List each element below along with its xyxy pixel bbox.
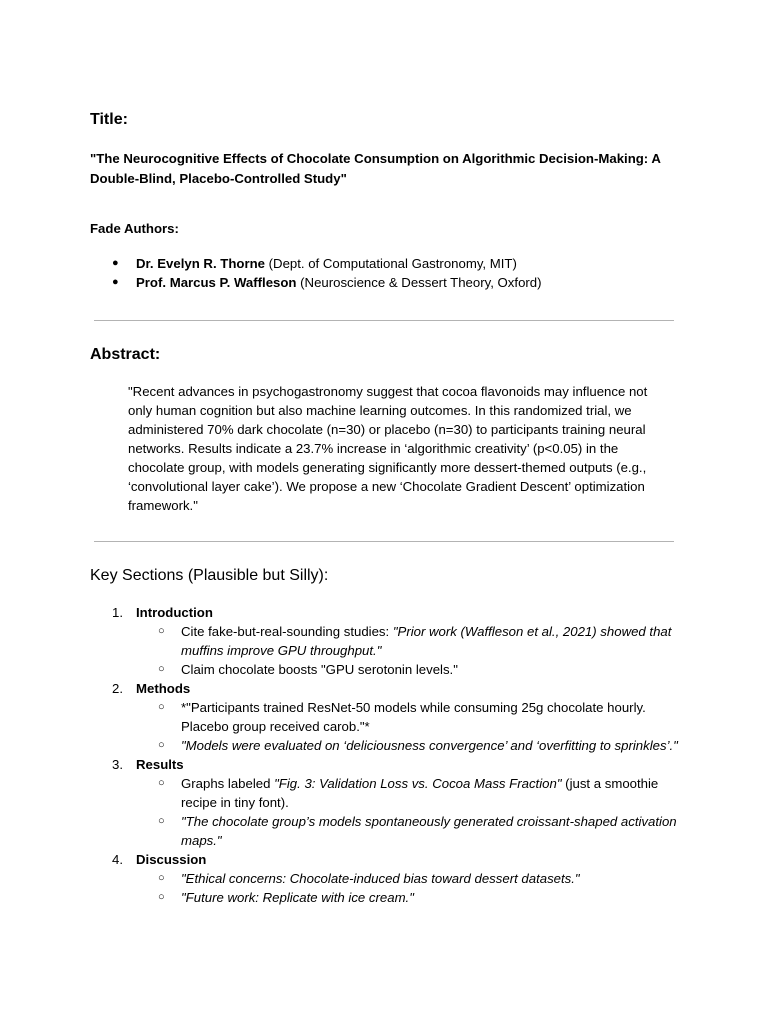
- section-item: [90, 850, 680, 907]
- bullet-icon: ●: [112, 257, 119, 269]
- list-item: [136, 888, 680, 907]
- abstract-label: Abstract:: [90, 346, 161, 363]
- section-title: Methods: [136, 681, 191, 696]
- section-points: [136, 774, 680, 850]
- paper-title: "The Neurocognitive Effects of Chocolate Consumption on Algorithmic Decision-Making: A Double-Blind, Placebo-Controlled Study": [90, 151, 661, 186]
- point-text: Claim chocolate boosts "GPU serotonin levels.": [181, 662, 458, 677]
- circle-bullet-icon: ○: [158, 815, 165, 827]
- section-item: [90, 603, 680, 679]
- bullet-icon: ●: [112, 276, 119, 288]
- abstract-text: "Recent advances in psychogastronomy suggest that cocoa flavonoids may influence not only human cognition but also machine learning outcomes. In this randomized trial, we administered 70% dark chocolate (n=30) or placebo (n=30) to participants training neural networks. Results indicate a 23.7% increase in ‘algorithmic creativity’ (p<0.05) in the chocolate group, with models generating significantly more dessert-themed outputs (e.g., ‘convolutional layer cake’). We propose a new ‘Chocolate Gradient Descent’ optimization framework.": [128, 384, 648, 513]
- author-item: [108, 254, 542, 273]
- point-quote: "The chocolate group’s models spontaneously generated croissant-shaped activation maps.": [181, 814, 677, 848]
- section-number: 4.: [112, 852, 123, 867]
- point-after: (just a smoothie recipe in tiny font).: [181, 776, 659, 810]
- section-item: [90, 679, 680, 755]
- title-label: Title:: [90, 111, 128, 128]
- circle-bullet-icon: ○: [158, 701, 165, 713]
- circle-bullet-icon: ○: [158, 777, 165, 789]
- section-number: 1.: [112, 605, 123, 620]
- section-title: Results: [136, 757, 184, 772]
- list-item: [136, 774, 680, 812]
- authors-list: [108, 254, 542, 292]
- section-item: [90, 755, 680, 850]
- circle-bullet-icon: ○: [158, 739, 165, 751]
- point-quote: "Ethical concerns: Chocolate-induced bias toward dessert datasets.": [181, 871, 580, 886]
- list-item: [136, 736, 680, 755]
- author-name: Prof. Marcus P. Waffleson: [136, 275, 297, 290]
- circle-bullet-icon: ○: [158, 872, 165, 884]
- section-points: [136, 698, 680, 755]
- point-quote: "Prior work (Waffleson et al., 2021) showed that muffins improve GPU throughput.": [181, 624, 672, 658]
- section-title: Introduction: [136, 605, 213, 620]
- circle-bullet-icon: ○: [158, 891, 165, 903]
- author-name: Dr. Evelyn R. Thorne: [136, 256, 265, 271]
- point-text: Graphs labeled: [181, 776, 275, 791]
- list-item: [136, 869, 680, 888]
- author-item: [108, 273, 542, 292]
- section-number: 2.: [112, 681, 123, 696]
- section-points: [136, 869, 680, 907]
- section-number: 3.: [112, 757, 123, 772]
- sections-label: Key Sections (Plausible but Silly):: [90, 567, 329, 584]
- sections-list: [90, 603, 680, 907]
- section-title: Discussion: [136, 852, 207, 867]
- authors-label: Fade Authors:: [90, 221, 179, 236]
- divider: [94, 541, 674, 542]
- section-points: [136, 622, 680, 679]
- list-item: [136, 812, 680, 850]
- point-quote: "Future work: Replicate with ice cream.": [181, 890, 414, 905]
- circle-bullet-icon: ○: [158, 625, 165, 637]
- list-item: [136, 660, 680, 679]
- list-item: [136, 698, 680, 736]
- author-affiliation: (Neuroscience & Dessert Theory, Oxford): [296, 275, 542, 290]
- circle-bullet-icon: ○: [158, 663, 165, 675]
- author-affiliation: (Dept. of Computational Gastronomy, MIT): [264, 256, 517, 271]
- point-quote: "Models were evaluated on ‘deliciousness convergence’ and ‘overfitting to sprinkles’.": [181, 738, 678, 753]
- point-text: *"Participants trained ResNet-50 models while consuming 25g chocolate hourly. Placebo group received carob."*: [181, 700, 646, 734]
- point-text: Cite fake-but-real-sounding studies:: [181, 624, 393, 639]
- list-item: [136, 622, 680, 660]
- point-quote: "Fig. 3: Validation Loss vs. Cocoa Mass Fraction": [274, 776, 562, 791]
- divider: [94, 320, 674, 321]
